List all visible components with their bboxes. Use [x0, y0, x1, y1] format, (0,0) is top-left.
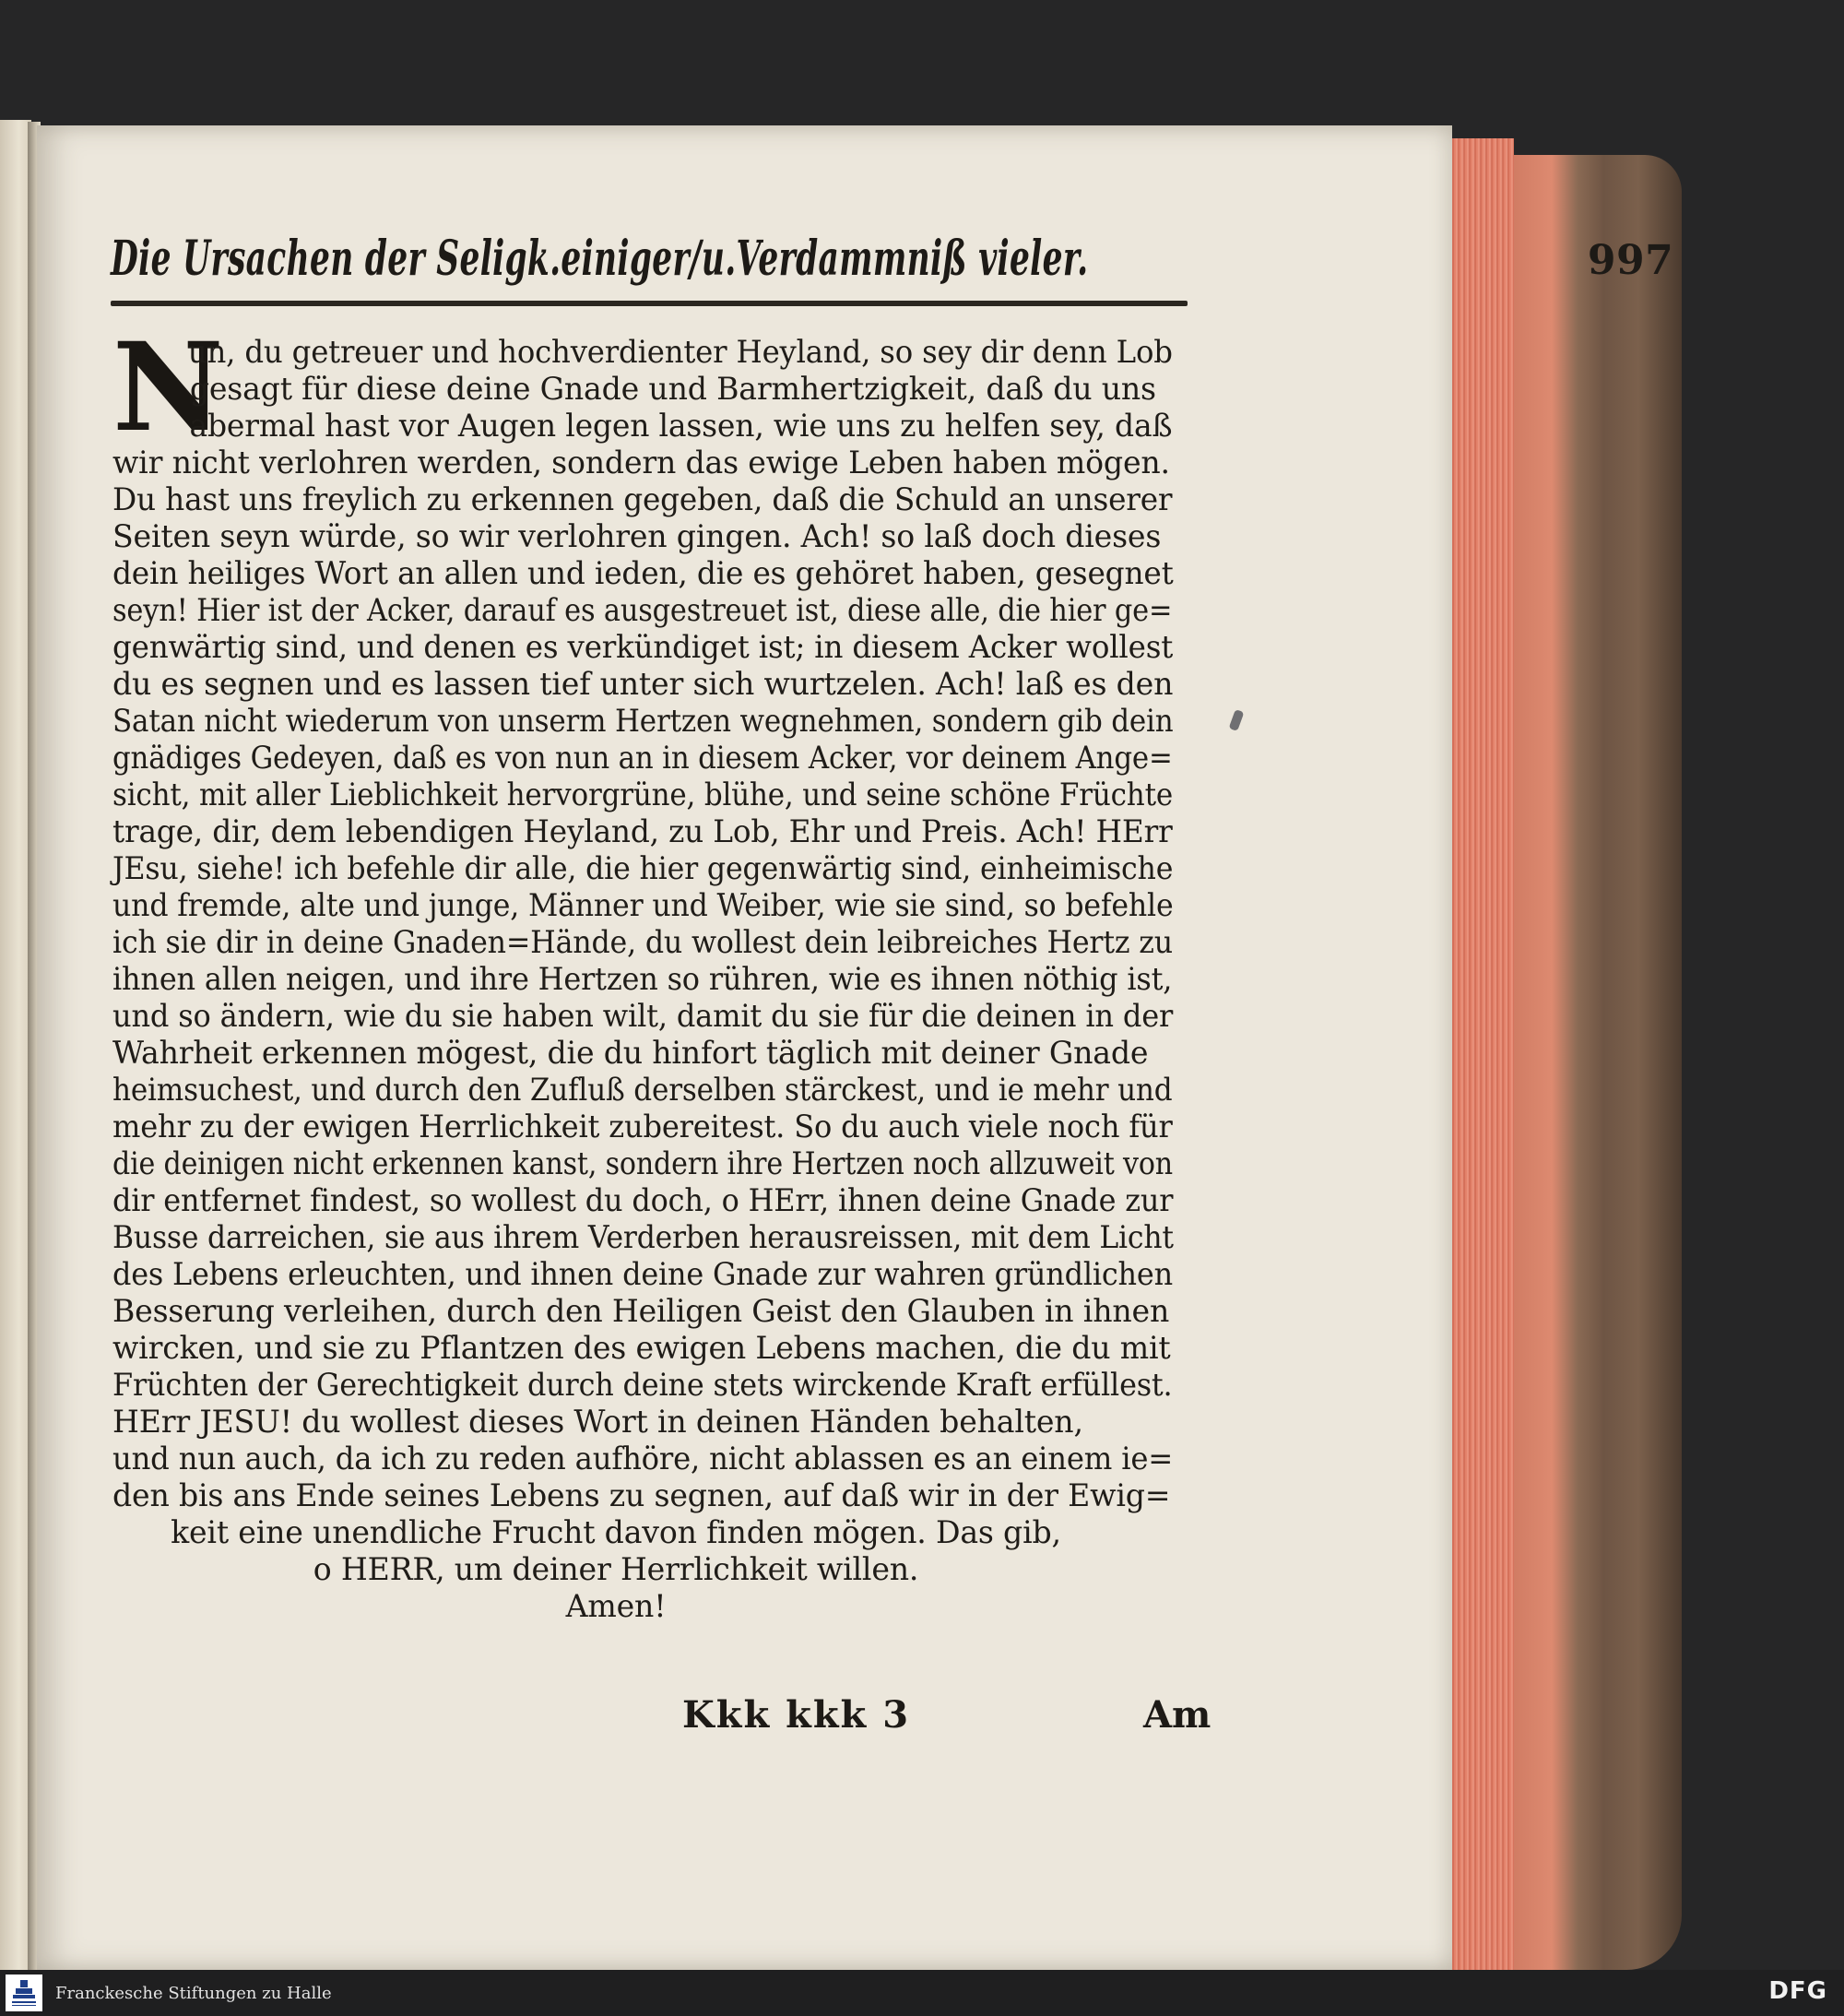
text-line: und fremde, alte und junge, Männer und Weiber, wie sie sind, so befehle	[112, 887, 1174, 924]
text-line: Früchten der Gerechtigkeit durch deine stets wirckende Kraft erfüllest.	[112, 1367, 1173, 1404]
viewer-footer-bar	[0, 1970, 1844, 2016]
text-line: genwärtig sind, und denen es verkündiget ist; in diesem Acker wollest	[112, 629, 1174, 666]
text-line: keit eine unendliche Frucht davon finden mögen. Das gib,	[171, 1514, 1061, 1551]
text-line: die deinigen nicht erkennen kanst, sondern ihre Hertzen noch allzuweit von	[112, 1145, 1173, 1182]
text-line: du es segnen und es lassen tief unter sich wurtzelen. Ach! laß es den	[112, 666, 1174, 703]
text-line: seyn! Hier ist der Acker, darauf es ausgestreuet ist, diese alle, die hier ge=	[112, 592, 1173, 629]
header-rule	[111, 301, 1188, 306]
left-page-edge	[0, 120, 31, 1970]
text-line: mehr zu der ewigen Herrlichkeit zubereitest. So du auch viele noch für	[112, 1109, 1173, 1145]
text-line: HErr JESU! du wollest dieses Wort in deinen Händen behalten,	[112, 1404, 1083, 1441]
text-line: dein heiliges Wort an allen und ieden, die es gehöret haben, gesegnet	[112, 555, 1174, 592]
text-line: wir nicht verlohren werden, sondern das ewige Leben haben mögen.	[112, 445, 1170, 481]
text-line: Busse darreichen, sie aus ihrem Verderben herausreissen, mit dem Licht	[112, 1219, 1174, 1256]
text-line: Du hast uns freylich zu erkennen gegeben, daß die Schuld an unserer	[112, 481, 1173, 518]
text-line: sicht, mit aller Lieblichkeit hervorgrüne, blühe, und seine schöne Früchte	[112, 777, 1173, 813]
text-line: gesagt für diese deine Gnade und Barmhertzigkeit, daß du uns	[189, 371, 1156, 408]
text-line: ich sie dir in deine Gnaden=Hände, du wollest dein leibreiches Hertz zu	[112, 924, 1173, 961]
text-line: ihnen allen neigen, und ihre Hertzen so rühren, wie es ihnen nöthig ist,	[112, 961, 1173, 998]
text-line: den bis ans Ende seines Lebens zu segnen, auf daß wir in der Ewig=	[112, 1477, 1171, 1514]
text-line: wircken, und sie zu Pflantzen des ewigen Lebens machen, die du mit	[112, 1330, 1171, 1367]
text-line: JEsu, siehe! ich befehle dir alle, die hier gegenwärtig sind, einheimische	[112, 850, 1174, 887]
text-line: un, du getreuer und hochverdienter Heyland, so sey dir denn Lob	[187, 334, 1173, 371]
sheet-signature: Kkk kkk 3	[682, 1693, 911, 1737]
text-line: o HERR, um deiner Herrlichkeit willen.	[313, 1551, 919, 1588]
text-line: Satan nicht wiederum von unserm Hertzen wegnehmen, sondern gib dein	[112, 703, 1174, 740]
text-line: Besserung verleihen, durch den Heiligen Geist den Glauben in ihnen	[112, 1293, 1170, 1330]
running-head	[111, 231, 1674, 288]
text-line: dir entfernet findest, so wollest du doch, o HErr, ihnen deine Gnade zur	[112, 1182, 1174, 1219]
text-line: trage, dir, dem lebendigen Heyland, zu Lob, Ehr und Preis. Ach! HErr	[112, 813, 1173, 850]
drop-cap-initial: N	[112, 316, 224, 459]
institution-logo-icon[interactable]	[6, 1974, 42, 2011]
text-line: gnädiges Gedeyen, daß es von nun an in diesem Acker, vor deinem Ange=	[112, 740, 1173, 777]
text-line: des Lebens erleuchten, und ihnen deine Gnade zur wahren gründlichen	[112, 1256, 1173, 1293]
text-line: Amen!	[565, 1588, 667, 1625]
running-title: Die Ursachen der Seligk.einiger/u.Verdammniß vieler.	[111, 231, 1089, 287]
prayer-text	[112, 316, 1200, 1625]
text-line: Seiten seyn würde, so wir verlohren gingen. Ach! so laß doch dieses	[112, 518, 1162, 555]
sheet-signature-line	[111, 1690, 1212, 1741]
text-line: und so ändern, wie du sie haben wilt, damit du sie für die deinen in der	[112, 998, 1174, 1035]
institution-name[interactable]: Franckesche Stiftungen zu Halle	[55, 1983, 332, 2003]
text-line: heimsuchest, und durch den Zufluß derselben stärckest, und ie mehr und	[112, 1072, 1173, 1109]
catchword: Am	[1143, 1693, 1212, 1737]
book-cover-board	[1508, 155, 1682, 1970]
page-number: 997	[1587, 237, 1674, 284]
dfg-logo[interactable]: DFG	[1768, 1977, 1827, 2005]
text-line: Wahrheit erkennen mögest, die du hinfort täglich mit deiner Gnade	[112, 1035, 1149, 1072]
text-line: und nun auch, da ich zu reden aufhöre, nicht ablassen es an einem ie=	[112, 1441, 1174, 1477]
text-line: abermal hast vor Augen legen lassen, wie uns zu helfen sey, daß	[189, 408, 1173, 445]
